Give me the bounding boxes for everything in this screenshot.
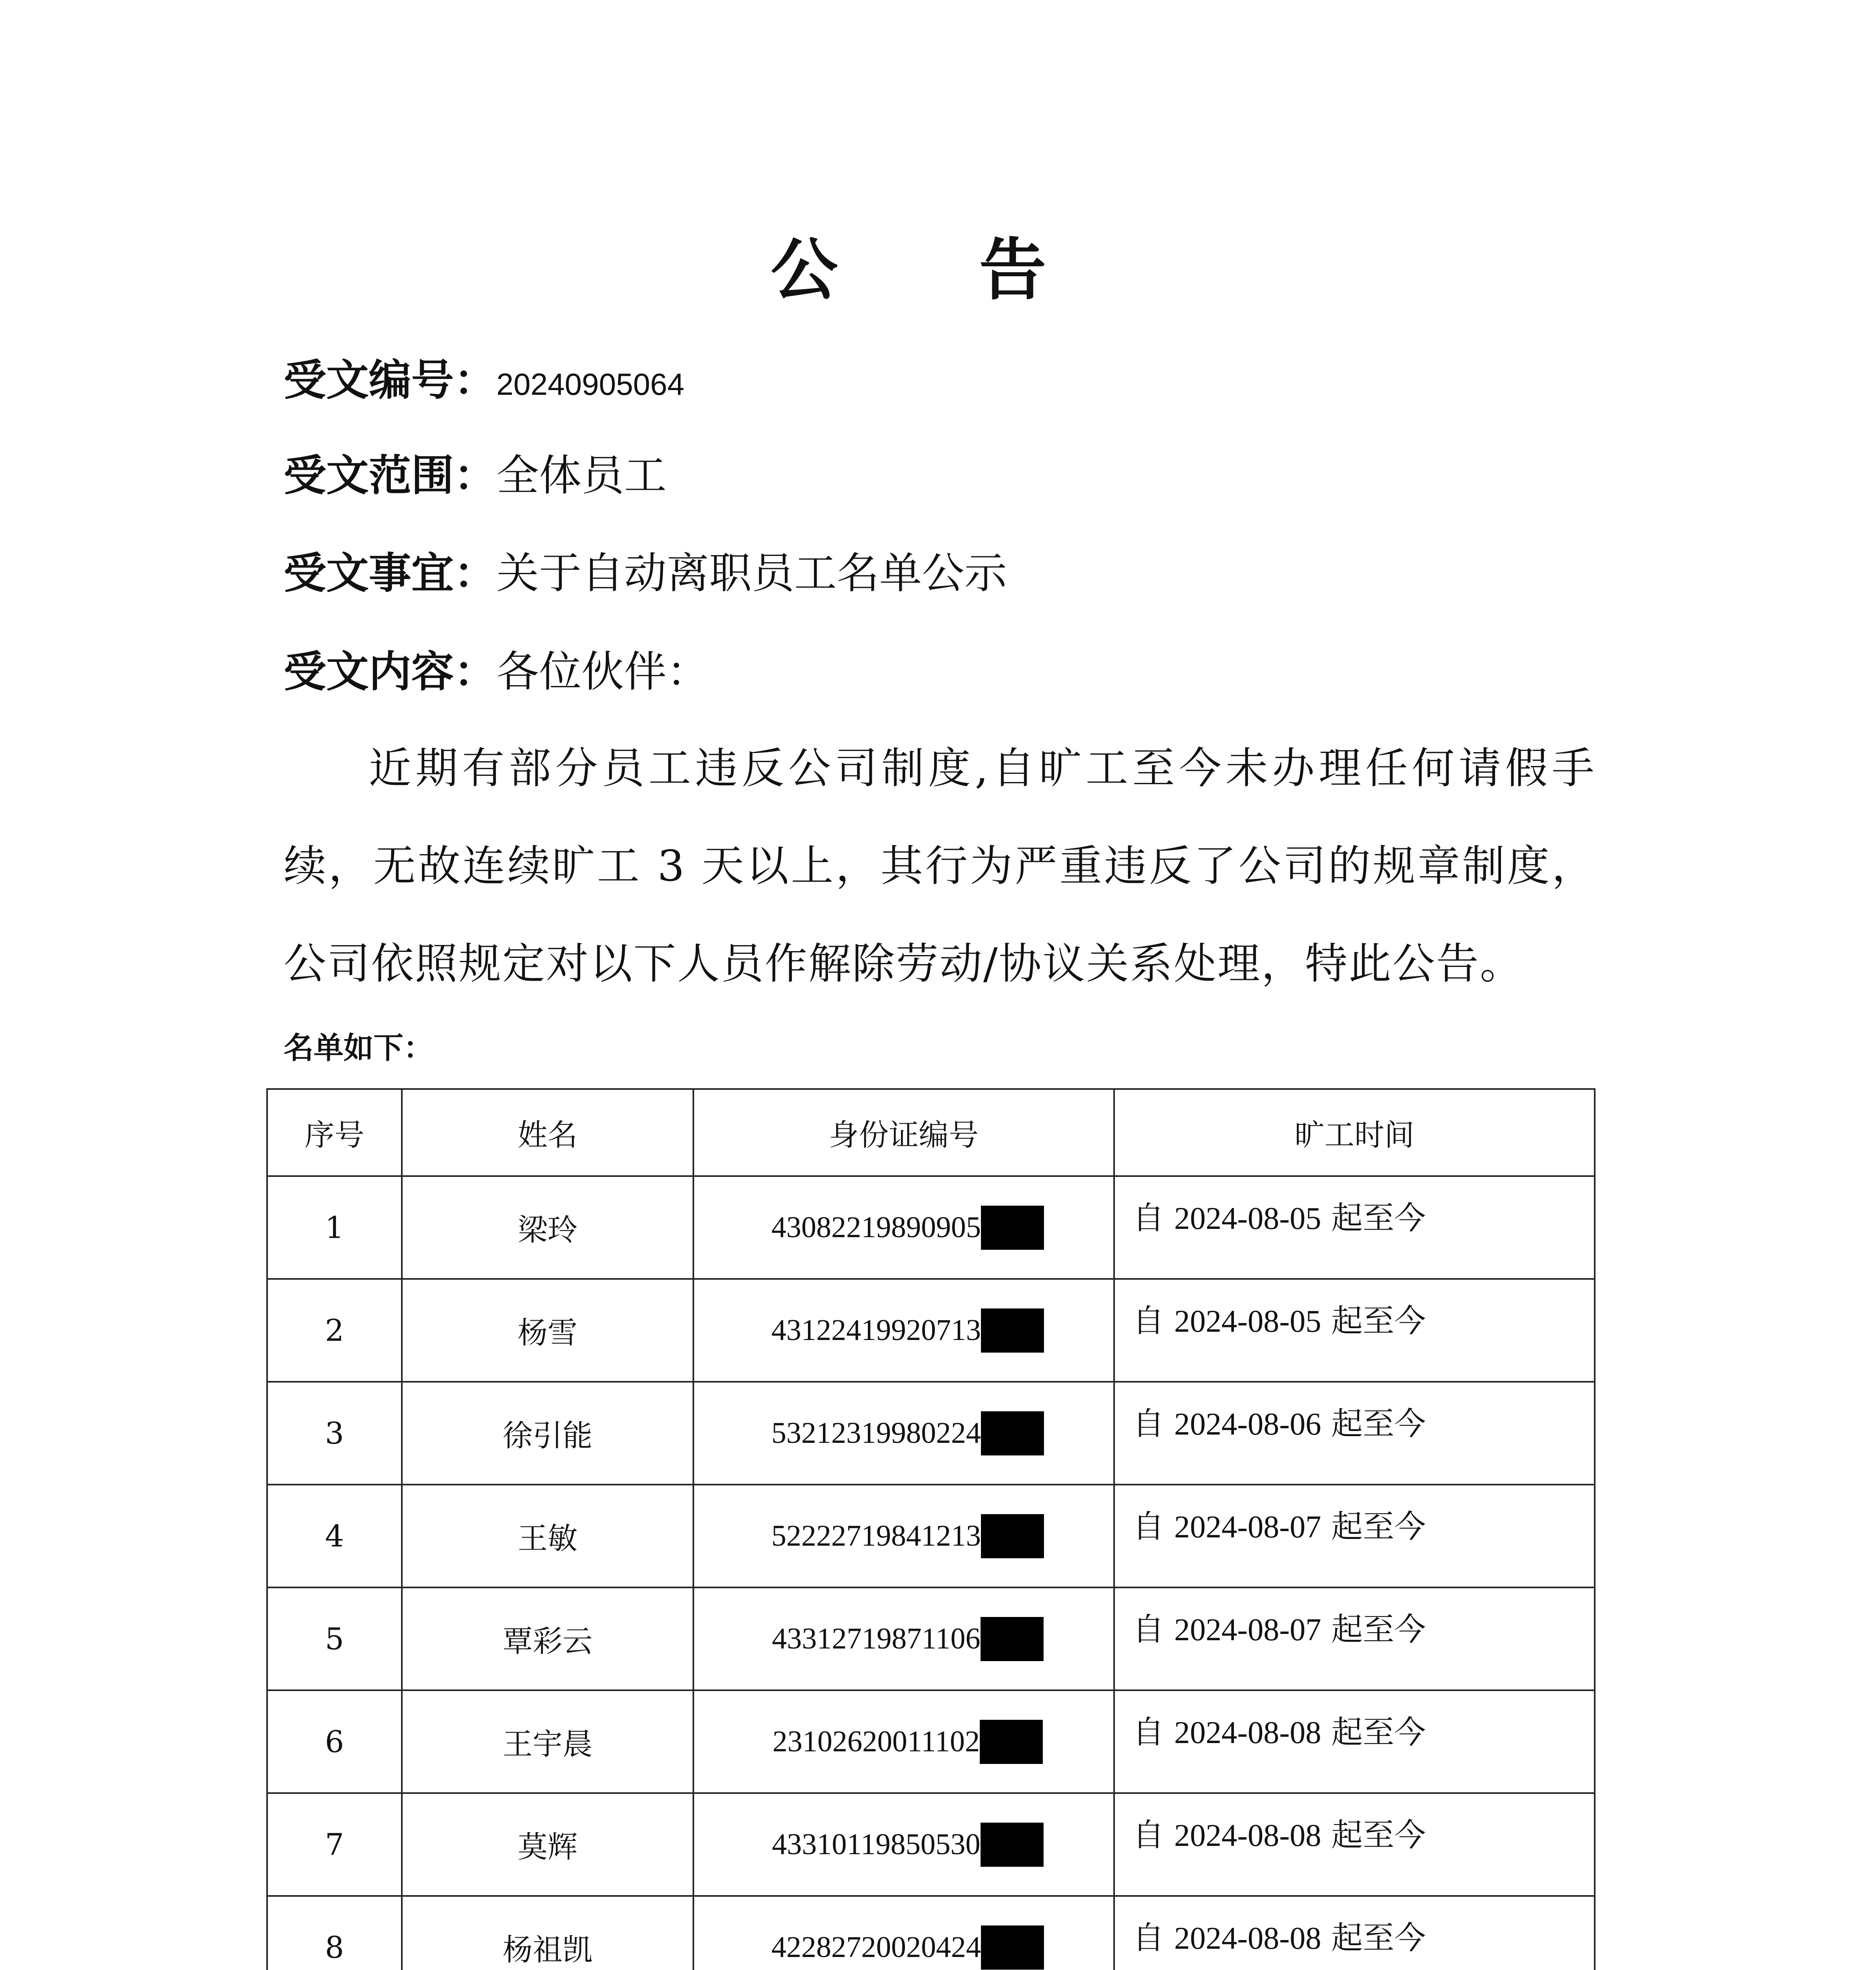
date-suffix: 起至今 (1331, 1611, 1426, 1648)
row-number: 1 (267, 1176, 402, 1279)
row-number: 6 (267, 1690, 402, 1793)
row-name: 覃彩云 (402, 1587, 693, 1690)
absence-date: 2024-08-08 (1174, 1818, 1321, 1853)
table-row (267, 1485, 1595, 1587)
table-row (267, 1690, 1595, 1793)
date-suffix: 起至今 (1331, 1405, 1426, 1442)
date-prefix: 自 (1133, 1611, 1164, 1648)
row-absence (1114, 1896, 1595, 1970)
header-absence: 旷工时间 (1114, 1089, 1595, 1176)
row-name: 梁玲 (402, 1176, 693, 1279)
field-label: 受文内容： (284, 647, 497, 697)
date-prefix: 自 (1133, 1714, 1164, 1751)
header-id: 身份证编号 (693, 1089, 1114, 1176)
field-value: 全体员工 (496, 451, 667, 500)
date-prefix: 自 (1133, 1508, 1164, 1545)
row-id (693, 1485, 1114, 1587)
row-id (693, 1382, 1114, 1485)
absence-date: 2024-08-06 (1174, 1407, 1321, 1442)
id-digits: 53212319980224 (771, 1416, 981, 1450)
row-number: 8 (267, 1896, 402, 1970)
field-label: 受文事宜： (284, 548, 497, 598)
row-number: 3 (267, 1382, 402, 1485)
absence-date: 2024-08-05 (1174, 1201, 1321, 1236)
field-doc-number (284, 351, 684, 414)
row-name: 王宇晨 (402, 1690, 693, 1793)
field-label: 受文范围： (284, 451, 497, 500)
row-id (693, 1279, 1114, 1382)
id-digits: 43310119850530 (772, 1828, 981, 1861)
row-number: 4 (267, 1485, 402, 1587)
id-digits: 43122419920713 (771, 1314, 981, 1347)
row-name: 莫辉 (402, 1793, 693, 1896)
date-prefix: 自 (1133, 1200, 1164, 1236)
row-id (693, 1793, 1114, 1896)
table-row (267, 1176, 1595, 1279)
table-row (267, 1382, 1595, 1485)
redaction-box (981, 1925, 1044, 1970)
table-row (267, 1587, 1595, 1690)
row-absence (1114, 1793, 1595, 1896)
absence-date: 2024-08-08 (1174, 1921, 1321, 1956)
row-number: 2 (267, 1279, 402, 1382)
id-digits: 42282720020424 (771, 1931, 981, 1964)
date-suffix: 起至今 (1331, 1817, 1426, 1853)
table-row (267, 1793, 1595, 1896)
redaction-box (981, 1514, 1044, 1558)
id-value (771, 1514, 1044, 1558)
redaction-box (981, 1823, 1044, 1867)
notice-title: 公 告 (771, 230, 1105, 309)
row-name: 王敏 (402, 1485, 693, 1587)
date-suffix: 起至今 (1331, 1714, 1426, 1751)
row-id (693, 1587, 1114, 1690)
date-prefix: 自 (1133, 1817, 1164, 1853)
row-name: 杨祖凯 (402, 1896, 693, 1970)
absence-date: 2024-08-07 (1174, 1613, 1321, 1647)
id-value (771, 1206, 1044, 1250)
id-digits: 23102620011102 (772, 1725, 980, 1758)
field-label: 受文编号： (284, 355, 497, 405)
id-value (771, 1308, 1044, 1353)
date-suffix: 起至今 (1331, 1920, 1426, 1956)
field-value: 20240905064 (496, 367, 685, 401)
row-absence (1114, 1176, 1595, 1279)
id-value (773, 1720, 1043, 1764)
date-prefix: 自 (1133, 1920, 1164, 1956)
row-id (693, 1896, 1114, 1970)
absence-date: 2024-08-05 (1174, 1304, 1321, 1339)
body-paragraph: 近期有部分员工违反公司制度,自旷工至今未办理任何请假手续，无故连续旷工 3 天以上，其行为严重违反了公司的规章制度，公司依照规定对以下人员作解除劳动/协议关系处理，特此公告。 (284, 744, 1596, 989)
row-name: 徐引能 (402, 1382, 693, 1485)
header-name: 姓名 (402, 1089, 693, 1176)
date-prefix: 自 (1133, 1405, 1164, 1442)
row-absence (1114, 1279, 1595, 1382)
row-absence (1114, 1690, 1595, 1793)
row-id (693, 1690, 1114, 1793)
field-value: 各位伙伴： (496, 647, 710, 697)
redaction-box (981, 1308, 1044, 1353)
table-row (267, 1279, 1595, 1382)
id-value (772, 1823, 1043, 1867)
list-label: 名单如下： (284, 1030, 433, 1065)
redaction-box (981, 1206, 1044, 1250)
redaction-box (980, 1720, 1043, 1764)
date-suffix: 起至今 (1331, 1303, 1426, 1339)
row-number: 7 (267, 1793, 402, 1896)
redaction-box (981, 1411, 1044, 1455)
field-subject (284, 544, 1007, 603)
date-suffix: 起至今 (1331, 1200, 1426, 1236)
id-digits: 43082219890905 (771, 1211, 981, 1244)
table-row (267, 1896, 1595, 1970)
header-no: 序号 (267, 1089, 402, 1176)
employee-table (266, 1088, 1596, 1970)
id-value (772, 1617, 1043, 1661)
date-prefix: 自 (1133, 1303, 1164, 1339)
row-number: 5 (267, 1587, 402, 1690)
id-digits: 52222719841213 (771, 1519, 981, 1552)
redaction-box (981, 1617, 1044, 1661)
id-value (771, 1925, 1044, 1970)
id-value (771, 1411, 1044, 1455)
row-name: 杨雪 (402, 1279, 693, 1382)
row-absence (1114, 1485, 1595, 1587)
table-body (267, 1176, 1595, 1970)
row-absence (1114, 1587, 1595, 1690)
table-header-row (267, 1089, 1595, 1176)
row-absence (1114, 1382, 1595, 1485)
row-id (693, 1176, 1114, 1279)
field-content (284, 642, 709, 702)
date-suffix: 起至今 (1331, 1508, 1426, 1545)
absence-date: 2024-08-08 (1174, 1715, 1321, 1750)
field-value: 关于自动离职员工名单公示 (496, 549, 1007, 598)
field-scope (284, 446, 667, 506)
id-digits: 43312719871106 (772, 1622, 981, 1655)
absence-date: 2024-08-07 (1174, 1510, 1321, 1544)
